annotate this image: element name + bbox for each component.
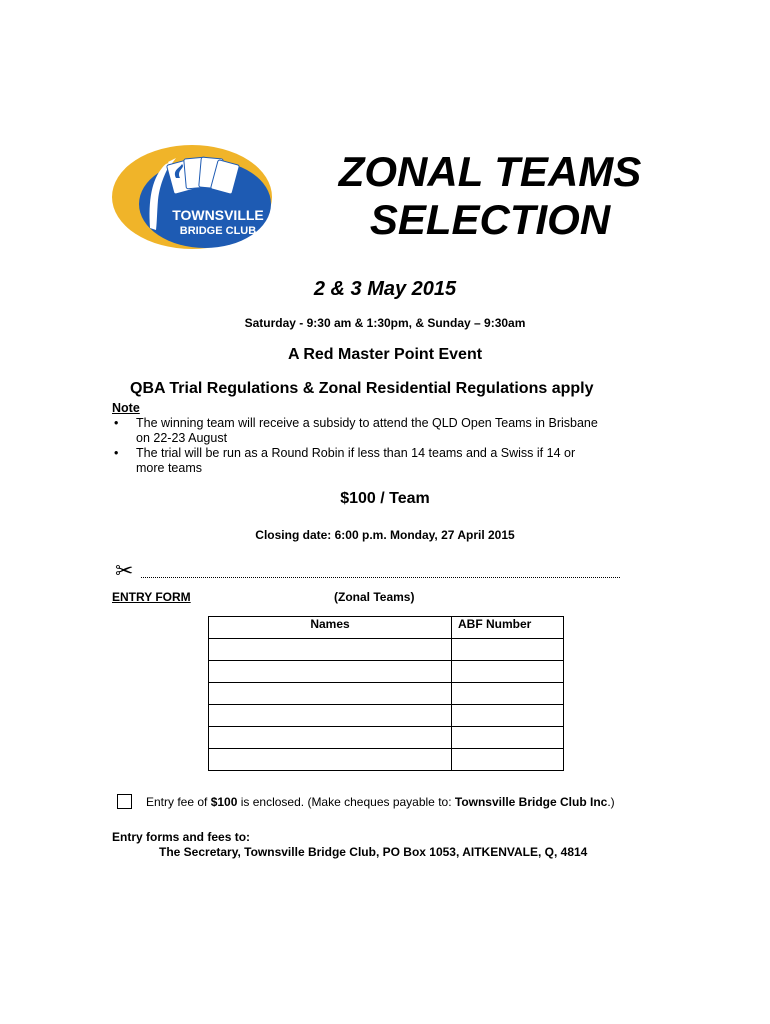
name-cell[interactable] (209, 727, 452, 749)
dotted-divider (141, 565, 620, 578)
entry-table (208, 616, 564, 771)
name-cell[interactable] (209, 705, 452, 727)
table-row (209, 639, 564, 661)
payment-suffix: .) (607, 794, 615, 809)
regulations: QBA Trial Regulations & Zonal Residential Regulations apply (130, 380, 594, 397)
club-logo (110, 140, 275, 255)
table-row (209, 749, 564, 771)
abf-number-cell[interactable] (452, 705, 564, 727)
name-cell[interactable] (209, 683, 452, 705)
session-times: Saturday - 9:30 am & 1:30pm, & Sunday – 9:30am (244, 316, 526, 330)
name-cell[interactable] (209, 639, 452, 661)
payment-middle: is enclosed. (Make cheques payable to: (237, 794, 455, 809)
entry-form-subtitle: (Zonal Teams) (334, 590, 415, 604)
note-item-line2: on 22-23 August (136, 431, 228, 445)
title-line1: ZONAL TEAMS (338, 148, 642, 195)
entry-form-label: ENTRY FORM (112, 590, 191, 604)
table-row (209, 705, 564, 727)
names-column-header: Names (209, 617, 452, 639)
abf-number-cell[interactable] (452, 661, 564, 683)
bullet-icon: • (114, 416, 119, 430)
logo-line1: TOWNSVILLE (172, 207, 264, 223)
abf-number-cell[interactable] (452, 683, 564, 705)
table-row (209, 661, 564, 683)
abf-number-cell[interactable] (452, 639, 564, 661)
payment-prefix: Entry fee of (146, 794, 211, 809)
entry-table-body (209, 639, 564, 771)
abf-number-cell[interactable] (452, 727, 564, 749)
event-type: A Red Master Point Event (287, 346, 483, 363)
note-item-line2: more teams (136, 461, 202, 475)
abf-number-cell[interactable] (452, 749, 564, 771)
postal-address: The Secretary, Townsville Bridge Club, PO Box 1053, AITKENVALE, Q, 4814 (159, 845, 588, 859)
name-cell[interactable] (209, 749, 452, 771)
payment-amount: $100 (210, 794, 238, 809)
table-row (209, 683, 564, 705)
scissors-icon: ✂ (115, 558, 134, 583)
note-item-line1: The winning team will receive a subsidy to attend the QLD Open Teams in Brisbane (136, 416, 598, 430)
note-item (112, 416, 672, 446)
title-line2: SELECTION (369, 196, 611, 243)
note-item (112, 446, 672, 476)
payment-row (117, 794, 615, 809)
payment-statement (146, 795, 615, 809)
event-date: 2 & 3 May 2015 (313, 278, 457, 300)
bullet-icon: • (114, 446, 119, 460)
price: $100 / Team (340, 490, 430, 507)
table-header-row (209, 617, 564, 639)
note-item-line1: The trial will be run as a Round Robin if less than 14 teams and a Swiss if 14 or (136, 446, 576, 460)
abf-number-column-header: ABF Number (452, 617, 564, 639)
fees-to-label: Entry forms and fees to: (112, 830, 251, 844)
logo-line2: BRIDGE CLUB (179, 225, 257, 237)
note-list (112, 416, 672, 476)
name-cell[interactable] (209, 661, 452, 683)
table-row (209, 727, 564, 749)
fee-enclosed-checkbox[interactable] (117, 794, 132, 809)
closing-date: Closing date: 6:00 p.m. Monday, 27 April 2015 (255, 528, 515, 542)
note-label: Note (112, 401, 140, 415)
payment-payee: Townsville Bridge Club Inc (454, 794, 608, 809)
cut-line (115, 560, 620, 582)
